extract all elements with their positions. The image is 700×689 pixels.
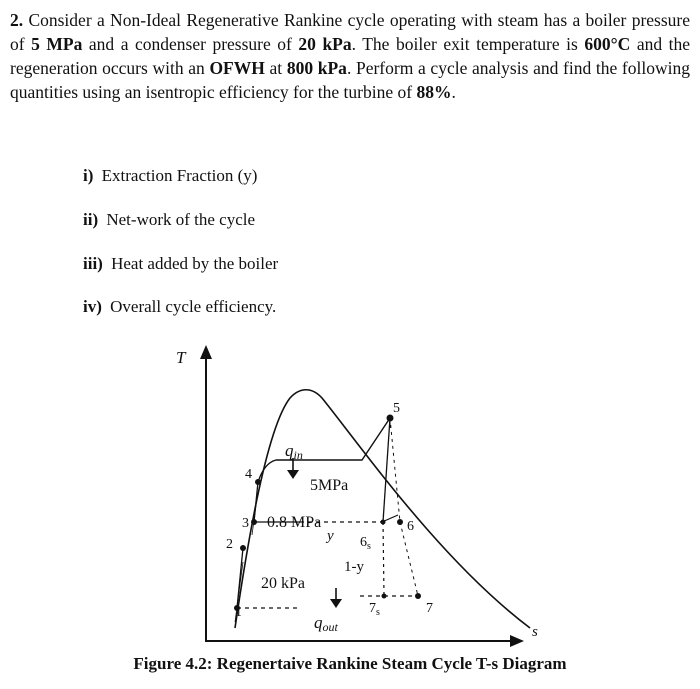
one-minus-y-label: 1-y bbox=[344, 559, 364, 575]
problem-text-6: . Perform a cycle analysis and find the following quantities using an isentropic efficiency for the turbine of bbox=[10, 58, 690, 102]
state-label-3: 3 bbox=[242, 516, 249, 531]
condenser-pressure: 20 kPa bbox=[298, 34, 352, 54]
t-axis-arrowhead bbox=[200, 345, 212, 359]
q-in-arrow-head bbox=[287, 470, 299, 479]
problem-text-1: Consider a Non-Ideal Regenerative Rankine cycle operating with steam has a boiler pressure of bbox=[10, 10, 691, 54]
turbine-expansion-actual-hp bbox=[390, 418, 400, 522]
state-label-7: 7 bbox=[426, 601, 433, 616]
turbine-efficiency: 88% bbox=[416, 82, 452, 102]
problem-text-7: . bbox=[451, 82, 456, 102]
state-label-7s: $7_s$ bbox=[369, 601, 380, 618]
isobar-5mpa bbox=[258, 418, 390, 482]
problem-text-3: . The boiler exit temperature is bbox=[351, 34, 585, 54]
problem-text-4: and the regeneration occurs with an bbox=[10, 34, 690, 78]
exit-temperature: 600°C bbox=[584, 34, 631, 54]
problem-text-2: and a condenser pressure of bbox=[82, 34, 299, 54]
state-point-6 bbox=[397, 519, 403, 525]
state-point-7s bbox=[382, 594, 387, 599]
question-3-text: Heat added by the boiler bbox=[111, 254, 279, 273]
y-label: y bbox=[327, 528, 334, 544]
question-3-number: iii) bbox=[83, 254, 103, 273]
boiler-pressure: 5 MPa bbox=[31, 34, 83, 54]
t-axis-label: T bbox=[176, 348, 186, 367]
problem-number: 2. bbox=[10, 10, 24, 30]
q-out-arrow-head bbox=[330, 599, 342, 608]
state-label-1: 1 bbox=[235, 605, 242, 620]
low-pressure-label: 20 kPa bbox=[261, 575, 305, 592]
state-point-6s bbox=[381, 520, 386, 525]
state-label-4: 4 bbox=[245, 467, 252, 482]
turbine-expansion-hp bbox=[383, 418, 390, 522]
state-point-7 bbox=[415, 593, 421, 599]
problem-text-5: at bbox=[264, 58, 287, 78]
question-4-text: Overall cycle efficiency. bbox=[110, 297, 277, 316]
q-out-label: qout bbox=[314, 613, 338, 634]
ofwh-pressure: 800 kPa bbox=[286, 58, 347, 78]
state-point-2 bbox=[240, 545, 246, 551]
s-axis-arrowhead bbox=[510, 635, 524, 647]
state-label-2: 2 bbox=[226, 537, 233, 552]
state-point-4 bbox=[255, 479, 261, 485]
high-pressure-label: 5MPa bbox=[310, 477, 349, 494]
state-point-3 bbox=[251, 519, 257, 525]
state-label-6: 6 bbox=[407, 519, 414, 534]
question-1-number: i) bbox=[83, 166, 94, 185]
saturation-dome bbox=[235, 390, 530, 628]
mid-pressure-label: 0.8 MPa bbox=[267, 514, 322, 531]
state-label-6s: $6_s$ bbox=[360, 535, 371, 552]
question-1-text: Extraction Fraction (y) bbox=[101, 166, 258, 185]
question-2-text: Net-work of the cycle bbox=[106, 210, 256, 229]
figure-caption: Figure 4.2: Regenertaive Rankine Steam Cycle T-s Diagram bbox=[133, 654, 567, 673]
q-in-label: qin bbox=[285, 441, 303, 462]
question-2-number: ii) bbox=[83, 210, 99, 229]
question-4-number: iv) bbox=[83, 297, 102, 316]
state-label-5: 5 bbox=[393, 401, 400, 416]
ofwh: OFWH bbox=[209, 58, 265, 78]
turbine-expansion-lp bbox=[383, 522, 384, 596]
s-axis-label: s bbox=[532, 624, 538, 640]
